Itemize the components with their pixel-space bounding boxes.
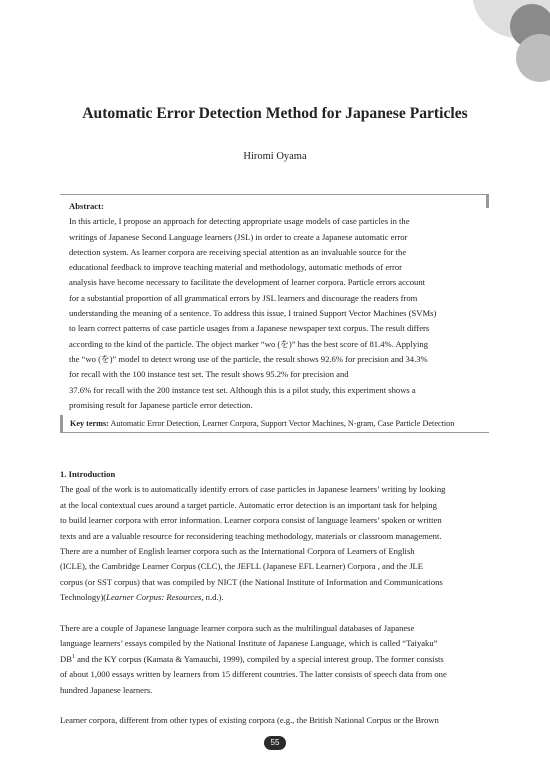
body-line: texts and are a valuable resource for reconsidering teaching methodology, materials or classroom management. bbox=[60, 530, 442, 541]
abstract-line: 37.6% for recall with the 200 instance test set. Although this is a pilot study, this experiment shows a bbox=[69, 384, 416, 395]
key-terms-box bbox=[60, 415, 489, 433]
body-line: at the local contextual cues around a target particle. Automatic error detection is an important task for helping bbox=[60, 499, 437, 510]
abstract-text bbox=[69, 199, 487, 413]
main-body bbox=[60, 467, 491, 729]
abstract-top-rule bbox=[60, 194, 489, 195]
italic-title: Learner Corpus: Resources bbox=[106, 592, 202, 603]
paper-title: Automatic Error Detection Method for Japanese Particles bbox=[82, 105, 468, 122]
abstract-line: educational feedback to improve teaching material and methodology, automatic methods of error bbox=[69, 262, 403, 273]
key-terms-bottom-rule bbox=[60, 432, 489, 433]
abstract-line: analysis have become necessary to facilitate the development of learner corpora. Particle errors account bbox=[69, 277, 425, 288]
footnote-marker: 1 bbox=[71, 654, 75, 660]
corner-circles-decoration bbox=[440, 0, 550, 100]
abstract-line: understanding the meaning of a sentence. To address this issue, I trained Support Vector Machines (SVMs) bbox=[69, 308, 437, 319]
body-line: to build learner corpora with error information. Learner corpora consist of language learners’ spoken or written bbox=[60, 515, 442, 526]
author-name: Hiromi Oyama bbox=[243, 151, 307, 162]
abstract-line: In this article, I propose an approach for detecting appropriate usage models of case particles in the bbox=[69, 216, 410, 227]
abstract-line: writings of Japanese Second Language learners (JSL) in order to create a Japanese automatic error bbox=[69, 231, 408, 242]
body-line: There are a couple of Japanese language learner corpora such as the multilingual databases of Japanese bbox=[60, 623, 415, 634]
key-terms-text bbox=[70, 418, 488, 430]
body-text-span: Technology)( bbox=[60, 592, 107, 603]
abstract-line: for a substantial proportion of all grammatical errors by JSL learners and discourage the readers from bbox=[69, 292, 418, 303]
abstract-line: according to the kind of the particle. The object marker “wo (を)” has the best score of 81.4%. Applying bbox=[69, 338, 428, 349]
abstract-box bbox=[60, 194, 489, 410]
body-line bbox=[60, 652, 491, 667]
abstract-line: the “wo (を)” model to detect wrong use of the particle, the result shows 92.6% for precision and 34.3% bbox=[69, 353, 428, 364]
body-line: There are a number of English learner corpora such as the International Corpora of Learners of English bbox=[60, 546, 415, 557]
body-line: The goal of the work is to automatically identify errors of case particles in Japanese learners’ writing by looking bbox=[60, 484, 446, 495]
abstract-line: promising result for Japanese particle error detection. bbox=[69, 399, 253, 410]
body-line: language learners’ essays compiled by the National Institute of Japanese Language, which is called “Taiyaku” bbox=[60, 638, 438, 649]
body-line: Learner corpora, different from other types of existing corpora (e.g., the British National Corpus or the Brown bbox=[60, 715, 439, 726]
body-line: corpus (or SST corpus) that was compiled by NICT (the National Institute of Information and Communications bbox=[60, 576, 443, 587]
section-heading-introduction: 1. Introduction bbox=[60, 469, 116, 479]
body-text-span: and the KY corpus (Kamata & Yamauchi, 1999), compiled by a special interest group. The former consists bbox=[74, 653, 444, 664]
paragraph-gap bbox=[60, 698, 491, 713]
body-text-span: , n.d.). bbox=[201, 592, 224, 603]
abstract-line: for recall with the 100 instance test set. The result shows 95.2% for precision and bbox=[69, 369, 349, 380]
key-terms-side-bar bbox=[60, 415, 63, 433]
body-line: hundred Japanese learners. bbox=[60, 684, 153, 695]
abstract-heading: Abstract: bbox=[69, 201, 104, 211]
abstract-line: detection system. As learner corpora are receiving special attention as an invaluable source for the bbox=[69, 246, 407, 257]
key-terms-label: Key terms: bbox=[70, 419, 109, 428]
body-line bbox=[60, 590, 491, 605]
paragraph-gap bbox=[60, 606, 491, 621]
key-terms-list: Automatic Error Detection, Learner Corpora, Support Vector Machines, N-gram, Case Particle Detection bbox=[110, 419, 455, 428]
body-line: (ICLE), the Cambridge Learner Corpus (CLC), the JEFLL (Japanese EFL Learner) Corpora , and the JLE bbox=[60, 561, 424, 572]
body-line: of about 1,000 essays written by learners from 15 different countries. The latter consists of speech data from one bbox=[60, 669, 447, 680]
page-number-badge: 55 bbox=[264, 736, 286, 750]
body-text-span: DB bbox=[60, 653, 72, 664]
abstract-line: to learn correct patterns of case particle usages from a Japanese newspaper text corpus. The result differs bbox=[69, 323, 430, 334]
